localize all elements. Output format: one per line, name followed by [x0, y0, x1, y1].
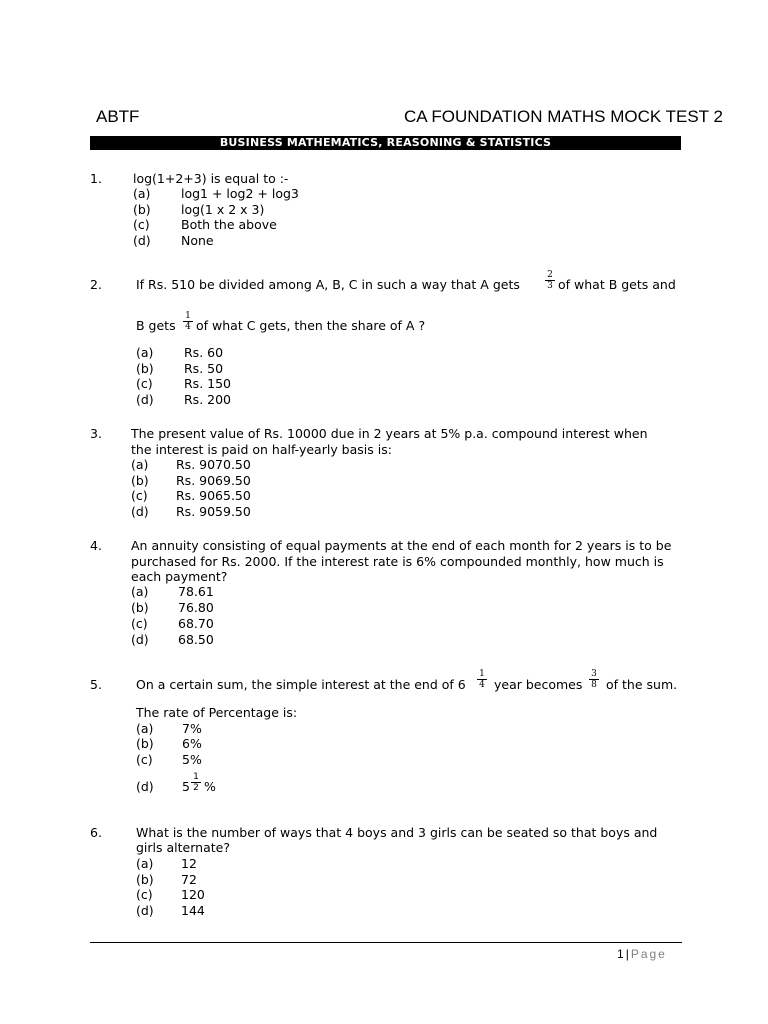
option-text: 76.80 [178, 600, 214, 615]
option-letter: (c) [131, 488, 148, 503]
option-text: Rs. 9059.50 [176, 504, 251, 519]
option-text: 120 [181, 887, 205, 902]
fraction-two-thirds [543, 270, 557, 291]
option-b [136, 361, 223, 377]
option-letter: (c) [136, 887, 153, 902]
option-text: None [181, 233, 214, 248]
question-text: What is the number of ways that 4 boys and 3 girls can be seated so that boys and [136, 825, 658, 840]
option-d [133, 233, 214, 249]
option-text: Rs. 200 [184, 392, 232, 407]
option-letter: (b) [131, 473, 149, 488]
option-letter: (d) [131, 504, 149, 519]
option-letter: (d) [131, 632, 149, 647]
header-right-title: CA FOUNDATION MATHS MOCK TEST 2 [404, 107, 723, 126]
option-text: 68.50 [178, 632, 214, 647]
question-text: The present value of Rs. 10000 due in 2 years at 5% p.a. compound interest when [131, 426, 648, 441]
option-text: 12 [181, 856, 197, 871]
question-text: On a certain sum, the simple interest at the end of 6 [136, 677, 466, 692]
option-text: 144 [181, 903, 205, 918]
question-number: 4. [90, 538, 102, 553]
question-text: purchased for Rs. 2000. If the interest rate is 6% compounded monthly, how much is [131, 554, 664, 569]
fraction-denominator: 8 [591, 680, 597, 690]
question-text: of the sum. [606, 677, 678, 692]
option-text: Rs. 9065.50 [176, 488, 251, 503]
fraction-denominator: 2 [193, 783, 199, 793]
option-letter: (b) [131, 600, 149, 615]
page-separator: | [625, 947, 629, 961]
option-a [136, 856, 197, 872]
option-letter: (b) [133, 202, 151, 217]
option-a [136, 345, 223, 361]
option-a [131, 584, 214, 600]
fraction-numerator: 2 [547, 270, 553, 280]
page-footer [617, 947, 667, 961]
section-banner: BUSINESS MATHEMATICS, REASONING & STATISTICS [90, 136, 681, 150]
option-letter: (a) [136, 856, 154, 871]
option-text: 6% [182, 736, 202, 751]
option-b [136, 872, 197, 888]
option-d [136, 779, 190, 795]
question-text: year becomes [494, 677, 583, 692]
fraction-three-eighths [587, 669, 601, 690]
option-text: Rs. 9070.50 [176, 457, 251, 472]
fraction-numerator: 1 [479, 669, 485, 679]
option-b [136, 736, 202, 752]
question-text: girls alternate? [136, 840, 230, 855]
option-text: Rs. 9069.50 [176, 473, 251, 488]
option-letter: (a) [133, 186, 151, 201]
option-text: 68.70 [178, 616, 214, 631]
question-text: The rate of Percentage is: [136, 705, 298, 720]
page-number: 1 [617, 947, 624, 961]
header-left: ABTF [96, 107, 140, 126]
option-text: 5 [182, 779, 190, 794]
question-number: 5. [90, 677, 102, 692]
option-text: 5% [182, 752, 202, 767]
option-c [131, 616, 214, 632]
option-text: log1 + log2 + log3 [181, 186, 299, 201]
option-letter: (b) [136, 872, 154, 887]
option-d [136, 392, 231, 408]
option-letter: (d) [136, 779, 154, 794]
option-a [133, 186, 299, 202]
option-text: Rs. 50 [184, 361, 224, 376]
option-c [136, 752, 202, 768]
option-a [136, 721, 202, 737]
option-text: 78.61 [178, 584, 214, 599]
question-number: 3. [90, 426, 102, 441]
footer-divider [90, 942, 682, 943]
question-text: each payment? [131, 569, 228, 584]
option-letter: (c) [133, 217, 150, 232]
option-letter: (c) [131, 616, 148, 631]
option-text: Rs. 150 [184, 376, 232, 391]
option-b [133, 202, 264, 218]
page-label: Page [630, 947, 667, 961]
option-c [133, 217, 277, 233]
question-text: B gets [136, 318, 176, 333]
option-d [136, 903, 205, 919]
fraction-numerator: 1 [193, 772, 199, 782]
option-letter: (c) [136, 376, 153, 391]
option-letter: (a) [136, 721, 154, 736]
question-number: 6. [90, 825, 102, 840]
option-letter: (a) [136, 345, 154, 360]
fraction-numerator: 1 [185, 311, 191, 321]
fraction-numerator: 3 [591, 669, 597, 679]
fraction-denominator: 4 [479, 680, 485, 690]
option-d [131, 632, 214, 648]
option-letter: (c) [136, 752, 153, 767]
fraction-one-quarter [181, 311, 195, 332]
fraction-denominator: 3 [547, 281, 553, 291]
option-letter: (a) [131, 457, 149, 472]
option-a [131, 457, 251, 473]
fraction-one-quarter [475, 669, 489, 690]
question-text: of what C gets, then the share of A ? [196, 318, 426, 333]
fraction-denominator: 4 [185, 322, 191, 332]
question-text: An annuity consisting of equal payments at the end of each month for 2 years is to be [131, 538, 672, 553]
question-number: 1. [90, 171, 102, 186]
option-text: Both the above [181, 217, 277, 232]
option-text: 7% [182, 721, 202, 736]
option-letter: (d) [136, 903, 154, 918]
option-text: log(1 x 2 x 3) [181, 202, 265, 217]
option-c [136, 887, 205, 903]
question-text: If Rs. 510 be divided among A, B, C in such a way that A gets [136, 277, 520, 292]
question-text: log(1+2+3) is equal to :- [133, 171, 289, 186]
question-number: 2. [90, 277, 102, 292]
question-text: of what B gets and [558, 277, 676, 292]
option-letter: (d) [136, 392, 154, 407]
question-text: the interest is paid on half-yearly basis is: [131, 442, 392, 457]
option-c [131, 488, 251, 504]
option-letter: (a) [131, 584, 149, 599]
option-suffix: % [204, 779, 216, 794]
option-letter: (b) [136, 736, 154, 751]
option-b [131, 473, 251, 489]
option-text: 72 [181, 872, 197, 887]
option-letter: (b) [136, 361, 154, 376]
fraction-one-half [189, 772, 203, 793]
option-d [131, 504, 251, 520]
option-letter: (d) [133, 233, 151, 248]
option-b [131, 600, 214, 616]
option-c [136, 376, 231, 392]
option-text: Rs. 60 [184, 345, 224, 360]
